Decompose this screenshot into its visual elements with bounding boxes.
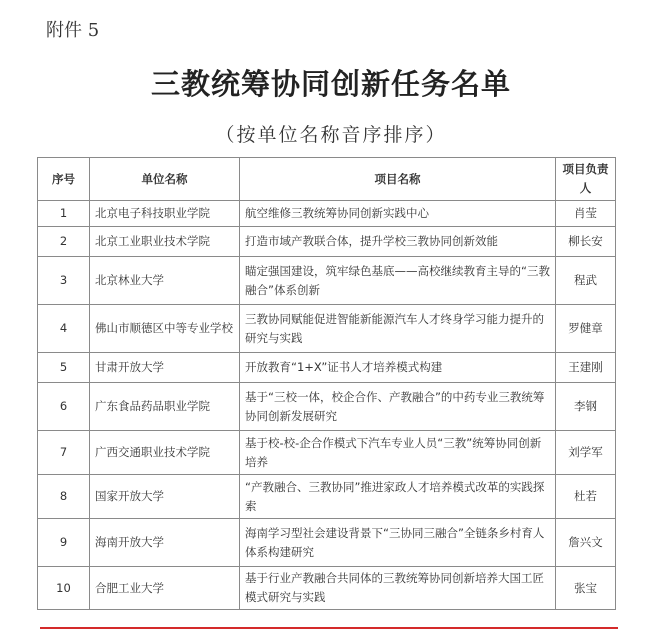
cell-unit: 甘肃开放大学 [90,353,240,383]
header-unit: 单位名称 [90,158,240,201]
attachment-label: 附件 5 [46,20,100,41]
cell-no: 10 [38,567,90,610]
header-no: 序号 [38,158,90,201]
cell-unit: 佛山市顺德区中等专业学校 [90,305,240,353]
cell-no: 4 [38,305,90,353]
cell-unit: 广西交通职业技术学院 [90,431,240,475]
cell-manager: 程武 [556,257,616,305]
table-row [38,305,616,353]
table-row [38,567,616,610]
task-list-table [37,157,616,610]
table-header-row [38,158,616,201]
cell-unit: 合肥工业大学 [90,567,240,610]
table-row [38,227,616,257]
cell-no: 9 [38,519,90,567]
table-row [38,201,616,227]
cell-project: 基于校-校-企合作模式下汽车专业人员“三教”统筹协同创新培养 [240,431,556,475]
cell-no: 3 [38,257,90,305]
cell-unit: 国家开放大学 [90,475,240,519]
cell-no: 6 [38,383,90,431]
cell-manager: 詹兴文 [556,519,616,567]
cell-project: 航空维修三教统筹协同创新实践中心 [240,201,556,227]
cell-manager: 张宝 [556,567,616,610]
cell-manager: 肖莹 [556,201,616,227]
table-row [38,383,616,431]
cell-project: 三教协同赋能促进智能新能源汽车人才终身学习能力提升的研究与实践 [240,305,556,353]
table-row [38,475,616,519]
cell-unit: 广东食品药品职业学院 [90,383,240,431]
cell-project: 打造市域产教联合体，提升学校三教协同创新效能 [240,227,556,257]
red-selection-line [40,627,618,629]
header-manager: 项目负责人 [556,158,616,201]
cell-manager: 罗健章 [556,305,616,353]
cell-project: “产教融合、三教协同”推进家政人才培养模式改革的实践探索 [240,475,556,519]
cell-no: 8 [38,475,90,519]
table-row [38,431,616,475]
cell-unit: 北京电子科技职业学院 [90,201,240,227]
table-row [38,257,616,305]
cell-manager: 刘学军 [556,431,616,475]
cell-no: 5 [38,353,90,383]
cell-no: 1 [38,201,90,227]
cell-project: 海南学习型社会建设背景下“三协同三融合”全链条乡村育人体系构建研究 [240,519,556,567]
cell-unit: 北京林业大学 [90,257,240,305]
cell-project: 基于行业产教融合共同体的三教统筹协同创新培养大国工匠模式研究与实践 [240,567,556,610]
header-project: 项目名称 [240,158,556,201]
cell-project: 基于“三校一体，校企合作、产教融合”的中药专业三教统筹协同创新发展研究 [240,383,556,431]
cell-manager: 杜若 [556,475,616,519]
cell-project: 开放教育“1+X”证书人才培养模式构建 [240,353,556,383]
cell-no: 2 [38,227,90,257]
document-title: 三教统筹协同创新任务名单 [150,67,511,101]
document-subtitle: （按单位名称音序排序） [215,124,447,146]
table-row [38,519,616,567]
cell-no: 7 [38,431,90,475]
cell-manager: 李钢 [556,383,616,431]
cell-manager: 柳长安 [556,227,616,257]
cell-manager: 王建刚 [556,353,616,383]
cell-unit: 北京工业职业技术学院 [90,227,240,257]
cell-project: 瞄定强国建设，筑牢绿色基底——高校继续教育主导的“三教融合”体系创新 [240,257,556,305]
table-row [38,353,616,383]
cell-unit: 海南开放大学 [90,519,240,567]
